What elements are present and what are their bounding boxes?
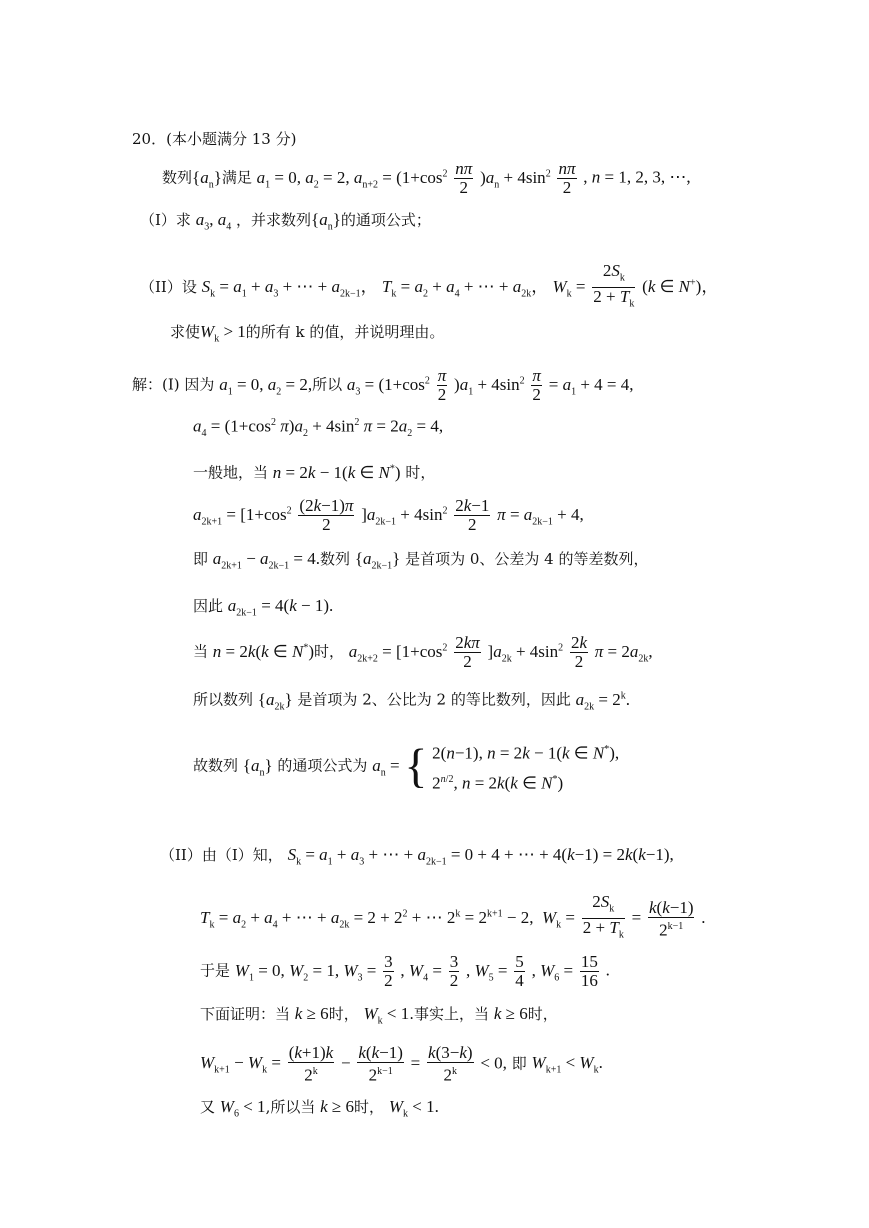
solution-w-values: 于是 $W_1 = 0$, $W_2 = 1$, $W_3$ = $\frac{3}{2}$ , $W_4$ = $\frac{3}{2}$ , $W_5$ = $\frac{5}{4}$ , $W_6$ = $\frac{15}{16}$ . <box>200 952 610 990</box>
part-2-definitions: （II）设 $S_k = a_1 + a_3$ + ⋯ + $a_{2k-1}$， $T_k = a_2 + a_4$ + ⋯ + $a_{2k}$， $W_k$ = $\frac{2S_k}{2 + T_k}$ (k ∈ N+)， <box>140 262 718 314</box>
solution-conclusion: 又 $W_6 < 1$,所以当 k ≥ 6时， $W_k < 1$. <box>200 1097 439 1120</box>
solution-recurrence-odd: $a_{2k+1} = [1+\cos^2$ $\frac{(2k-1)\pi}{2}$ ]$a_{2k-1} + 4\sin^2$ $\frac{2k-1}{2}$ $\pi = a_{2k-1} + 4$, <box>193 496 584 534</box>
solution-arithmetic: 即 $a_{2k+1} - a_{2k-1} = 4$.数列 $\{a_{2k-1}\}$ 是首项为 0、公差为 4 的等差数列， <box>193 549 649 572</box>
solution-recurrence-even: 当 n = 2k(k ∈ N*)时， $a_{2k+2} = [1+\cos^2$ $\frac{2k\pi}{2}$ ]$a_{2k} + 4\sin^2$ $\frac{2k}{2}$ $\pi = 2a_{2k}$, <box>193 633 653 671</box>
solution-line-1: 解：(I) 因为 $a_1 = 0$, $a_2 = 2$,所以 $a_3 = (1+\cos^2$ $\frac{\pi}{2}$ )$a_1 + 4\sin^2$ $\frac{\pi}{2}$ = $a_1 + 4 = 4$, <box>132 366 634 404</box>
solution-odd-formula: 因此 $a_{2k-1} = 4(k - 1)$. <box>193 596 334 619</box>
solution-difference: $W_{k+1} - W_k$ = $\frac{(k+1)k}{2^k}$ − $\frac{k(k-1)}{2^{k-1}}$ = $\frac{k(3-k)}{2^k}$ < 0, 即 $W_{k+1} < W_k$. <box>200 1043 603 1085</box>
part-2-question: 求使$W_k > 1$的所有 k 的值，并说明理由。 <box>170 322 445 345</box>
solution-line-a4: $a_4 = (1+\cos^2$ $\pi)a_2 + 4\sin^2$ $\pi = 2a_2 = 4$, <box>193 416 444 440</box>
problem-header: 20．(本小题满分 13 分) <box>132 130 297 148</box>
solution-general-formula: 故数列 $\{a_n\}$ 的通项公式为 $a_n$ = { 2(n−1), n = 2k − 1(k ∈ N*), $2^{n/2}$, n = 2k(k ∈ N*) <box>193 739 620 793</box>
solution-geometric: 所以数列 $\{a_{2k}\}$ 是首项为 2、公比为 2 的等比数列，因此 $a_{2k} = 2^k$. <box>193 689 630 713</box>
solution-prove-claim: 下面证明：当 k ≥ 6时， $W_k < 1$.事实上，当 k ≥ 6时， <box>200 1004 558 1027</box>
solution-part-2-sk: （II）由（I）知， $S_k = a_1 + a_3$ + ⋯ + $a_{2k-1} = 0 + 4$ + ⋯ + 4(k−1) = 2k(k−1), <box>160 845 674 868</box>
part-1-question: （I）求 $a_3$, $a_4$ ，并求数列$\{a_n\}$的通项公式； <box>140 210 431 233</box>
solution-part-2-tk: $T_k = a_2 + a_4$ + ⋯ + $a_{2k} = 2 + 2^2$ + ⋯ $2^k = 2^{k+1} - 2$, $W_k$ = $\frac{2S_k}{2 + T_k}$ = $\frac{k(k-1)}{2^{k-1}}$ . <box>200 893 706 945</box>
problem-statement: 数列$\{a_n\}$满足 $a_1 = 0$, $a_2 = 2$, $a_{n+2} = (1+\cos^2$ $\frac{n\pi}{2}$ )$a_n + 4\sin^2$ $\frac{n\pi}{2}$ , n = 1, 2, 3, ⋯, <box>162 159 691 197</box>
solution-general-case: 一般地，当 n = 2k − 1(k ∈ N*) 时， <box>193 462 436 482</box>
